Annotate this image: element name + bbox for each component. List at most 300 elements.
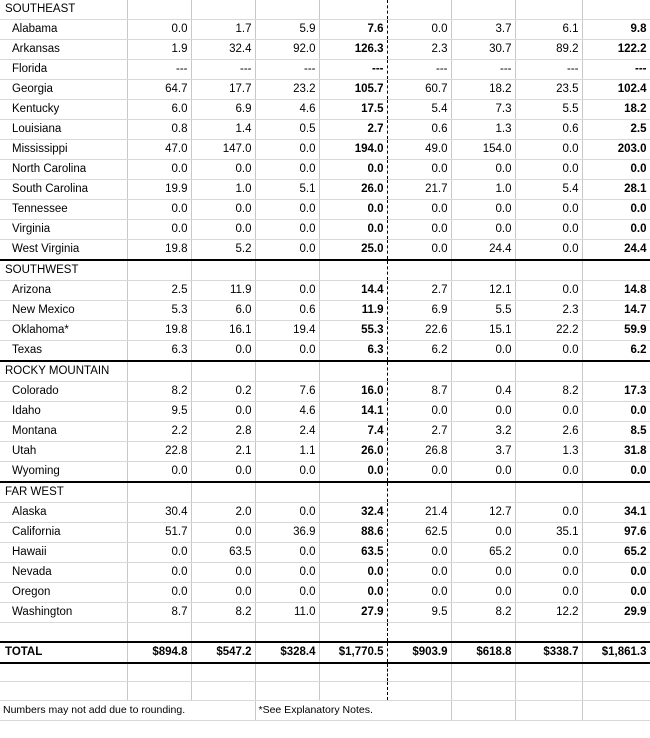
- value-cell[interactable]: 0.0: [127, 543, 191, 563]
- value-cell[interactable]: 0.0: [127, 160, 191, 180]
- value-cell[interactable]: 15.1: [451, 321, 515, 341]
- state-name[interactable]: Mississippi: [0, 140, 127, 160]
- value-cell[interactable]: 2.0: [191, 503, 255, 523]
- state-name[interactable]: Oregon: [0, 583, 127, 603]
- empty-cell[interactable]: [255, 260, 319, 281]
- value-cell[interactable]: 5.2: [191, 240, 255, 261]
- value-cell[interactable]: 49.0: [387, 140, 451, 160]
- value-cell[interactable]: 8.2: [515, 382, 582, 402]
- value-cell[interactable]: 0.0: [515, 563, 582, 583]
- value-cell[interactable]: 26.0: [319, 180, 387, 200]
- empty-cell[interactable]: [451, 682, 515, 701]
- empty-cell[interactable]: [515, 682, 582, 701]
- value-cell[interactable]: 97.6: [582, 523, 650, 543]
- value-cell[interactable]: 32.4: [319, 503, 387, 523]
- value-cell[interactable]: 0.0: [515, 140, 582, 160]
- value-cell[interactable]: ---: [255, 60, 319, 80]
- total-value[interactable]: $547.2: [191, 642, 255, 663]
- value-cell[interactable]: 194.0: [319, 140, 387, 160]
- value-cell[interactable]: 0.0: [387, 402, 451, 422]
- value-cell[interactable]: 8.2: [127, 382, 191, 402]
- value-cell[interactable]: 0.0: [127, 583, 191, 603]
- value-cell[interactable]: 0.0: [387, 240, 451, 261]
- empty-cell[interactable]: [582, 0, 650, 20]
- value-cell[interactable]: 19.9: [127, 180, 191, 200]
- value-cell[interactable]: 147.0: [191, 140, 255, 160]
- total-value[interactable]: $618.8: [451, 642, 515, 663]
- value-cell[interactable]: 0.0: [515, 240, 582, 261]
- value-cell[interactable]: 28.1: [582, 180, 650, 200]
- state-name[interactable]: West Virginia: [0, 240, 127, 261]
- value-cell[interactable]: 14.4: [319, 281, 387, 301]
- value-cell[interactable]: 0.0: [319, 220, 387, 240]
- empty-cell[interactable]: [515, 701, 582, 721]
- total-value[interactable]: $328.4: [255, 642, 319, 663]
- value-cell[interactable]: 1.9: [127, 40, 191, 60]
- value-cell[interactable]: 6.3: [319, 341, 387, 362]
- empty-cell[interactable]: [319, 682, 387, 701]
- empty-cell[interactable]: [319, 482, 387, 503]
- value-cell[interactable]: 63.5: [191, 543, 255, 563]
- value-cell[interactable]: ---: [191, 60, 255, 80]
- value-cell[interactable]: 0.0: [387, 543, 451, 563]
- value-cell[interactable]: 122.2: [582, 40, 650, 60]
- value-cell[interactable]: 0.0: [515, 200, 582, 220]
- empty-cell[interactable]: [127, 682, 191, 701]
- value-cell[interactable]: 0.0: [387, 563, 451, 583]
- value-cell[interactable]: 0.0: [127, 200, 191, 220]
- empty-cell[interactable]: [451, 482, 515, 503]
- empty-cell[interactable]: [387, 663, 451, 682]
- empty-cell[interactable]: [127, 0, 191, 20]
- value-cell[interactable]: 89.2: [515, 40, 582, 60]
- value-cell[interactable]: 0.0: [387, 200, 451, 220]
- value-cell[interactable]: 7.3: [451, 100, 515, 120]
- value-cell[interactable]: 5.4: [515, 180, 582, 200]
- value-cell[interactable]: 18.2: [582, 100, 650, 120]
- value-cell[interactable]: 9.5: [387, 603, 451, 623]
- empty-cell[interactable]: [191, 663, 255, 682]
- value-cell[interactable]: 0.0: [582, 200, 650, 220]
- state-name[interactable]: Montana: [0, 422, 127, 442]
- value-cell[interactable]: 0.0: [387, 220, 451, 240]
- state-name[interactable]: Oklahoma*: [0, 321, 127, 341]
- value-cell[interactable]: 14.1: [319, 402, 387, 422]
- value-cell[interactable]: 23.5: [515, 80, 582, 100]
- value-cell[interactable]: 0.0: [127, 462, 191, 483]
- empty-cell[interactable]: [191, 482, 255, 503]
- value-cell[interactable]: 0.0: [255, 281, 319, 301]
- value-cell[interactable]: 102.4: [582, 80, 650, 100]
- region-name[interactable]: ROCKY MOUNTAIN: [0, 361, 127, 382]
- state-name[interactable]: South Carolina: [0, 180, 127, 200]
- empty-cell[interactable]: [191, 361, 255, 382]
- empty-cell[interactable]: [582, 623, 650, 642]
- value-cell[interactable]: 0.0: [582, 563, 650, 583]
- empty-cell[interactable]: [387, 260, 451, 281]
- value-cell[interactable]: 0.0: [387, 462, 451, 483]
- empty-cell[interactable]: [515, 260, 582, 281]
- value-cell[interactable]: 0.0: [582, 220, 650, 240]
- state-name[interactable]: Hawaii: [0, 543, 127, 563]
- value-cell[interactable]: 2.8: [191, 422, 255, 442]
- value-cell[interactable]: 0.0: [191, 220, 255, 240]
- value-cell[interactable]: 0.0: [255, 200, 319, 220]
- region-name[interactable]: SOUTHEAST: [0, 0, 127, 20]
- value-cell[interactable]: 30.7: [451, 40, 515, 60]
- empty-cell[interactable]: [127, 623, 191, 642]
- empty-cell[interactable]: [255, 482, 319, 503]
- empty-cell[interactable]: [582, 260, 650, 281]
- value-cell[interactable]: 12.7: [451, 503, 515, 523]
- value-cell[interactable]: 14.7: [582, 301, 650, 321]
- region-name[interactable]: FAR WEST: [0, 482, 127, 503]
- value-cell[interactable]: 4.6: [255, 100, 319, 120]
- value-cell[interactable]: 0.0: [515, 341, 582, 362]
- empty-cell[interactable]: [319, 0, 387, 20]
- value-cell[interactable]: 2.3: [515, 301, 582, 321]
- value-cell[interactable]: 6.2: [582, 341, 650, 362]
- value-cell[interactable]: 16.1: [191, 321, 255, 341]
- value-cell[interactable]: 7.6: [319, 20, 387, 40]
- value-cell[interactable]: 0.0: [255, 140, 319, 160]
- value-cell[interactable]: 0.0: [255, 563, 319, 583]
- empty-cell[interactable]: [451, 701, 515, 721]
- value-cell[interactable]: 6.3: [127, 341, 191, 362]
- value-cell[interactable]: 65.2: [582, 543, 650, 563]
- empty-cell[interactable]: [191, 623, 255, 642]
- empty-cell[interactable]: [0, 663, 127, 682]
- value-cell[interactable]: 5.3: [127, 301, 191, 321]
- total-value[interactable]: $338.7: [515, 642, 582, 663]
- value-cell[interactable]: 0.0: [255, 543, 319, 563]
- empty-cell[interactable]: [127, 482, 191, 503]
- value-cell[interactable]: 6.0: [191, 301, 255, 321]
- state-name[interactable]: Florida: [0, 60, 127, 80]
- value-cell[interactable]: 14.8: [582, 281, 650, 301]
- total-value[interactable]: $1,770.5: [319, 642, 387, 663]
- value-cell[interactable]: ---: [515, 60, 582, 80]
- value-cell[interactable]: 0.0: [127, 20, 191, 40]
- empty-cell[interactable]: [255, 0, 319, 20]
- empty-cell[interactable]: [582, 701, 650, 721]
- value-cell[interactable]: 22.2: [515, 321, 582, 341]
- value-cell[interactable]: 5.5: [451, 301, 515, 321]
- value-cell[interactable]: 0.0: [387, 583, 451, 603]
- value-cell[interactable]: 0.0: [319, 583, 387, 603]
- empty-cell[interactable]: [387, 361, 451, 382]
- value-cell[interactable]: 26.0: [319, 442, 387, 462]
- empty-cell[interactable]: [451, 0, 515, 20]
- value-cell[interactable]: 0.0: [255, 462, 319, 483]
- state-name[interactable]: Nevada: [0, 563, 127, 583]
- value-cell[interactable]: 36.9: [255, 523, 319, 543]
- value-cell[interactable]: 6.9: [387, 301, 451, 321]
- value-cell[interactable]: 60.7: [387, 80, 451, 100]
- empty-cell[interactable]: [319, 663, 387, 682]
- value-cell[interactable]: 17.5: [319, 100, 387, 120]
- value-cell[interactable]: 5.9: [255, 20, 319, 40]
- state-name[interactable]: Washington: [0, 603, 127, 623]
- value-cell[interactable]: 18.2: [451, 80, 515, 100]
- value-cell[interactable]: 21.7: [387, 180, 451, 200]
- value-cell[interactable]: 2.5: [582, 120, 650, 140]
- value-cell[interactable]: 1.4: [191, 120, 255, 140]
- value-cell[interactable]: 21.4: [387, 503, 451, 523]
- value-cell[interactable]: 0.0: [191, 583, 255, 603]
- value-cell[interactable]: 0.6: [255, 301, 319, 321]
- empty-cell[interactable]: [515, 0, 582, 20]
- value-cell[interactable]: 12.2: [515, 603, 582, 623]
- state-name[interactable]: Arizona: [0, 281, 127, 301]
- state-name[interactable]: North Carolina: [0, 160, 127, 180]
- value-cell[interactable]: 30.4: [127, 503, 191, 523]
- state-name[interactable]: Tennessee: [0, 200, 127, 220]
- value-cell[interactable]: 8.7: [387, 382, 451, 402]
- total-value[interactable]: $903.9: [387, 642, 451, 663]
- value-cell[interactable]: 16.0: [319, 382, 387, 402]
- value-cell[interactable]: 0.0: [515, 462, 582, 483]
- value-cell[interactable]: 11.9: [319, 301, 387, 321]
- rounding-note[interactable]: Numbers may not add due to rounding.: [0, 701, 255, 721]
- explanatory-note[interactable]: *See Explanatory Notes.: [255, 701, 451, 721]
- value-cell[interactable]: 32.4: [191, 40, 255, 60]
- value-cell[interactable]: 2.7: [387, 422, 451, 442]
- value-cell[interactable]: 5.5: [515, 100, 582, 120]
- value-cell[interactable]: 0.6: [515, 120, 582, 140]
- value-cell[interactable]: 0.0: [191, 341, 255, 362]
- value-cell[interactable]: 0.0: [319, 563, 387, 583]
- value-cell[interactable]: 19.8: [127, 321, 191, 341]
- value-cell[interactable]: 105.7: [319, 80, 387, 100]
- value-cell[interactable]: 0.0: [255, 583, 319, 603]
- value-cell[interactable]: 0.0: [191, 200, 255, 220]
- value-cell[interactable]: 0.0: [191, 160, 255, 180]
- value-cell[interactable]: 0.0: [451, 200, 515, 220]
- value-cell[interactable]: 0.0: [255, 341, 319, 362]
- value-cell[interactable]: 9.5: [127, 402, 191, 422]
- value-cell[interactable]: 0.0: [582, 402, 650, 422]
- value-cell[interactable]: 0.0: [515, 503, 582, 523]
- value-cell[interactable]: 5.1: [255, 180, 319, 200]
- value-cell[interactable]: 12.1: [451, 281, 515, 301]
- value-cell[interactable]: 0.0: [515, 543, 582, 563]
- empty-cell[interactable]: [387, 0, 451, 20]
- value-cell[interactable]: 8.7: [127, 603, 191, 623]
- state-name[interactable]: Louisiana: [0, 120, 127, 140]
- value-cell[interactable]: 1.0: [451, 180, 515, 200]
- value-cell[interactable]: 27.9: [319, 603, 387, 623]
- value-cell[interactable]: ---: [582, 60, 650, 80]
- value-cell[interactable]: 2.4: [255, 422, 319, 442]
- state-name[interactable]: Idaho: [0, 402, 127, 422]
- state-name[interactable]: California: [0, 523, 127, 543]
- empty-cell[interactable]: [451, 361, 515, 382]
- value-cell[interactable]: 203.0: [582, 140, 650, 160]
- empty-cell[interactable]: [191, 260, 255, 281]
- value-cell[interactable]: 8.2: [191, 603, 255, 623]
- value-cell[interactable]: 47.0: [127, 140, 191, 160]
- state-name[interactable]: New Mexico: [0, 301, 127, 321]
- empty-cell[interactable]: [582, 482, 650, 503]
- empty-cell[interactable]: [255, 361, 319, 382]
- value-cell[interactable]: 6.1: [515, 20, 582, 40]
- value-cell[interactable]: 0.2: [191, 382, 255, 402]
- value-cell[interactable]: 0.0: [451, 583, 515, 603]
- value-cell[interactable]: 19.8: [127, 240, 191, 261]
- value-cell[interactable]: 2.7: [387, 281, 451, 301]
- value-cell[interactable]: 0.0: [319, 200, 387, 220]
- empty-cell[interactable]: [255, 682, 319, 701]
- empty-cell[interactable]: [0, 623, 127, 642]
- value-cell[interactable]: 24.4: [582, 240, 650, 261]
- value-cell[interactable]: 7.4: [319, 422, 387, 442]
- value-cell[interactable]: 154.0: [451, 140, 515, 160]
- state-name[interactable]: Virginia: [0, 220, 127, 240]
- empty-cell[interactable]: [387, 482, 451, 503]
- value-cell[interactable]: 62.5: [387, 523, 451, 543]
- empty-cell[interactable]: [451, 623, 515, 642]
- value-cell[interactable]: 17.7: [191, 80, 255, 100]
- empty-cell[interactable]: [191, 682, 255, 701]
- empty-cell[interactable]: [451, 260, 515, 281]
- empty-cell[interactable]: [319, 623, 387, 642]
- value-cell[interactable]: 6.0: [127, 100, 191, 120]
- empty-cell[interactable]: [127, 260, 191, 281]
- value-cell[interactable]: 88.6: [319, 523, 387, 543]
- value-cell[interactable]: 8.5: [582, 422, 650, 442]
- value-cell[interactable]: 0.0: [451, 563, 515, 583]
- value-cell[interactable]: 3.7: [451, 20, 515, 40]
- empty-cell[interactable]: [127, 663, 191, 682]
- value-cell[interactable]: 0.0: [191, 402, 255, 422]
- value-cell[interactable]: 31.8: [582, 442, 650, 462]
- empty-cell[interactable]: [515, 482, 582, 503]
- state-name[interactable]: Alaska: [0, 503, 127, 523]
- value-cell[interactable]: 35.1: [515, 523, 582, 543]
- value-cell[interactable]: 0.0: [387, 160, 451, 180]
- value-cell[interactable]: 0.0: [451, 402, 515, 422]
- empty-cell[interactable]: [0, 682, 127, 701]
- empty-cell[interactable]: [255, 623, 319, 642]
- value-cell[interactable]: 0.0: [255, 160, 319, 180]
- value-cell[interactable]: 2.3: [387, 40, 451, 60]
- value-cell[interactable]: 1.3: [515, 442, 582, 462]
- empty-cell[interactable]: [515, 623, 582, 642]
- value-cell[interactable]: 0.0: [451, 160, 515, 180]
- region-name[interactable]: SOUTHWEST: [0, 260, 127, 281]
- state-name[interactable]: Kentucky: [0, 100, 127, 120]
- value-cell[interactable]: 19.4: [255, 321, 319, 341]
- value-cell[interactable]: ---: [387, 60, 451, 80]
- empty-cell[interactable]: [319, 361, 387, 382]
- value-cell[interactable]: 9.8: [582, 20, 650, 40]
- value-cell[interactable]: 0.0: [319, 160, 387, 180]
- value-cell[interactable]: 0.0: [191, 462, 255, 483]
- value-cell[interactable]: 29.9: [582, 603, 650, 623]
- value-cell[interactable]: 65.2: [451, 543, 515, 563]
- value-cell[interactable]: 0.0: [515, 281, 582, 301]
- empty-cell[interactable]: [255, 663, 319, 682]
- empty-cell[interactable]: [515, 361, 582, 382]
- value-cell[interactable]: 11.0: [255, 603, 319, 623]
- value-cell[interactable]: 0.0: [582, 583, 650, 603]
- value-cell[interactable]: 64.7: [127, 80, 191, 100]
- empty-cell[interactable]: [582, 361, 650, 382]
- value-cell[interactable]: 0.0: [515, 583, 582, 603]
- state-name[interactable]: Utah: [0, 442, 127, 462]
- value-cell[interactable]: 2.1: [191, 442, 255, 462]
- value-cell[interactable]: 6.9: [191, 100, 255, 120]
- value-cell[interactable]: 0.0: [451, 341, 515, 362]
- value-cell[interactable]: 0.8: [127, 120, 191, 140]
- value-cell[interactable]: 8.2: [451, 603, 515, 623]
- empty-cell[interactable]: [582, 682, 650, 701]
- value-cell[interactable]: ---: [127, 60, 191, 80]
- empty-cell[interactable]: [387, 623, 451, 642]
- value-cell[interactable]: 0.0: [451, 462, 515, 483]
- value-cell[interactable]: 0.0: [255, 240, 319, 261]
- value-cell[interactable]: 0.0: [582, 462, 650, 483]
- total-label[interactable]: TOTAL: [0, 642, 127, 663]
- value-cell[interactable]: 0.0: [191, 523, 255, 543]
- value-cell[interactable]: 1.1: [255, 442, 319, 462]
- state-name[interactable]: Georgia: [0, 80, 127, 100]
- value-cell[interactable]: 1.3: [451, 120, 515, 140]
- value-cell[interactable]: 2.2: [127, 422, 191, 442]
- value-cell[interactable]: 0.4: [451, 382, 515, 402]
- state-name[interactable]: Arkansas: [0, 40, 127, 60]
- empty-cell[interactable]: [127, 361, 191, 382]
- state-name[interactable]: Texas: [0, 341, 127, 362]
- state-name[interactable]: Alabama: [0, 20, 127, 40]
- value-cell[interactable]: 23.2: [255, 80, 319, 100]
- value-cell[interactable]: 2.7: [319, 120, 387, 140]
- value-cell[interactable]: 25.0: [319, 240, 387, 261]
- value-cell[interactable]: 22.8: [127, 442, 191, 462]
- value-cell[interactable]: 1.7: [191, 20, 255, 40]
- value-cell[interactable]: 34.1: [582, 503, 650, 523]
- value-cell[interactable]: 5.4: [387, 100, 451, 120]
- empty-cell[interactable]: [515, 663, 582, 682]
- empty-cell[interactable]: [319, 260, 387, 281]
- value-cell[interactable]: 0.0: [255, 503, 319, 523]
- value-cell[interactable]: 1.0: [191, 180, 255, 200]
- value-cell[interactable]: 17.3: [582, 382, 650, 402]
- total-value[interactable]: $894.8: [127, 642, 191, 663]
- value-cell[interactable]: 0.0: [451, 220, 515, 240]
- value-cell[interactable]: 0.0: [451, 523, 515, 543]
- value-cell[interactable]: 0.6: [387, 120, 451, 140]
- value-cell[interactable]: 0.0: [127, 563, 191, 583]
- value-cell[interactable]: 0.0: [515, 402, 582, 422]
- empty-cell[interactable]: [582, 663, 650, 682]
- value-cell[interactable]: 0.0: [319, 462, 387, 483]
- value-cell[interactable]: 0.0: [582, 160, 650, 180]
- value-cell[interactable]: 4.6: [255, 402, 319, 422]
- value-cell[interactable]: 24.4: [451, 240, 515, 261]
- value-cell[interactable]: 3.7: [451, 442, 515, 462]
- value-cell[interactable]: 63.5: [319, 543, 387, 563]
- value-cell[interactable]: 3.2: [451, 422, 515, 442]
- value-cell[interactable]: 2.5: [127, 281, 191, 301]
- value-cell[interactable]: 51.7: [127, 523, 191, 543]
- value-cell[interactable]: 59.9: [582, 321, 650, 341]
- value-cell[interactable]: 0.0: [387, 20, 451, 40]
- value-cell[interactable]: ---: [451, 60, 515, 80]
- value-cell[interactable]: 6.2: [387, 341, 451, 362]
- value-cell[interactable]: 11.9: [191, 281, 255, 301]
